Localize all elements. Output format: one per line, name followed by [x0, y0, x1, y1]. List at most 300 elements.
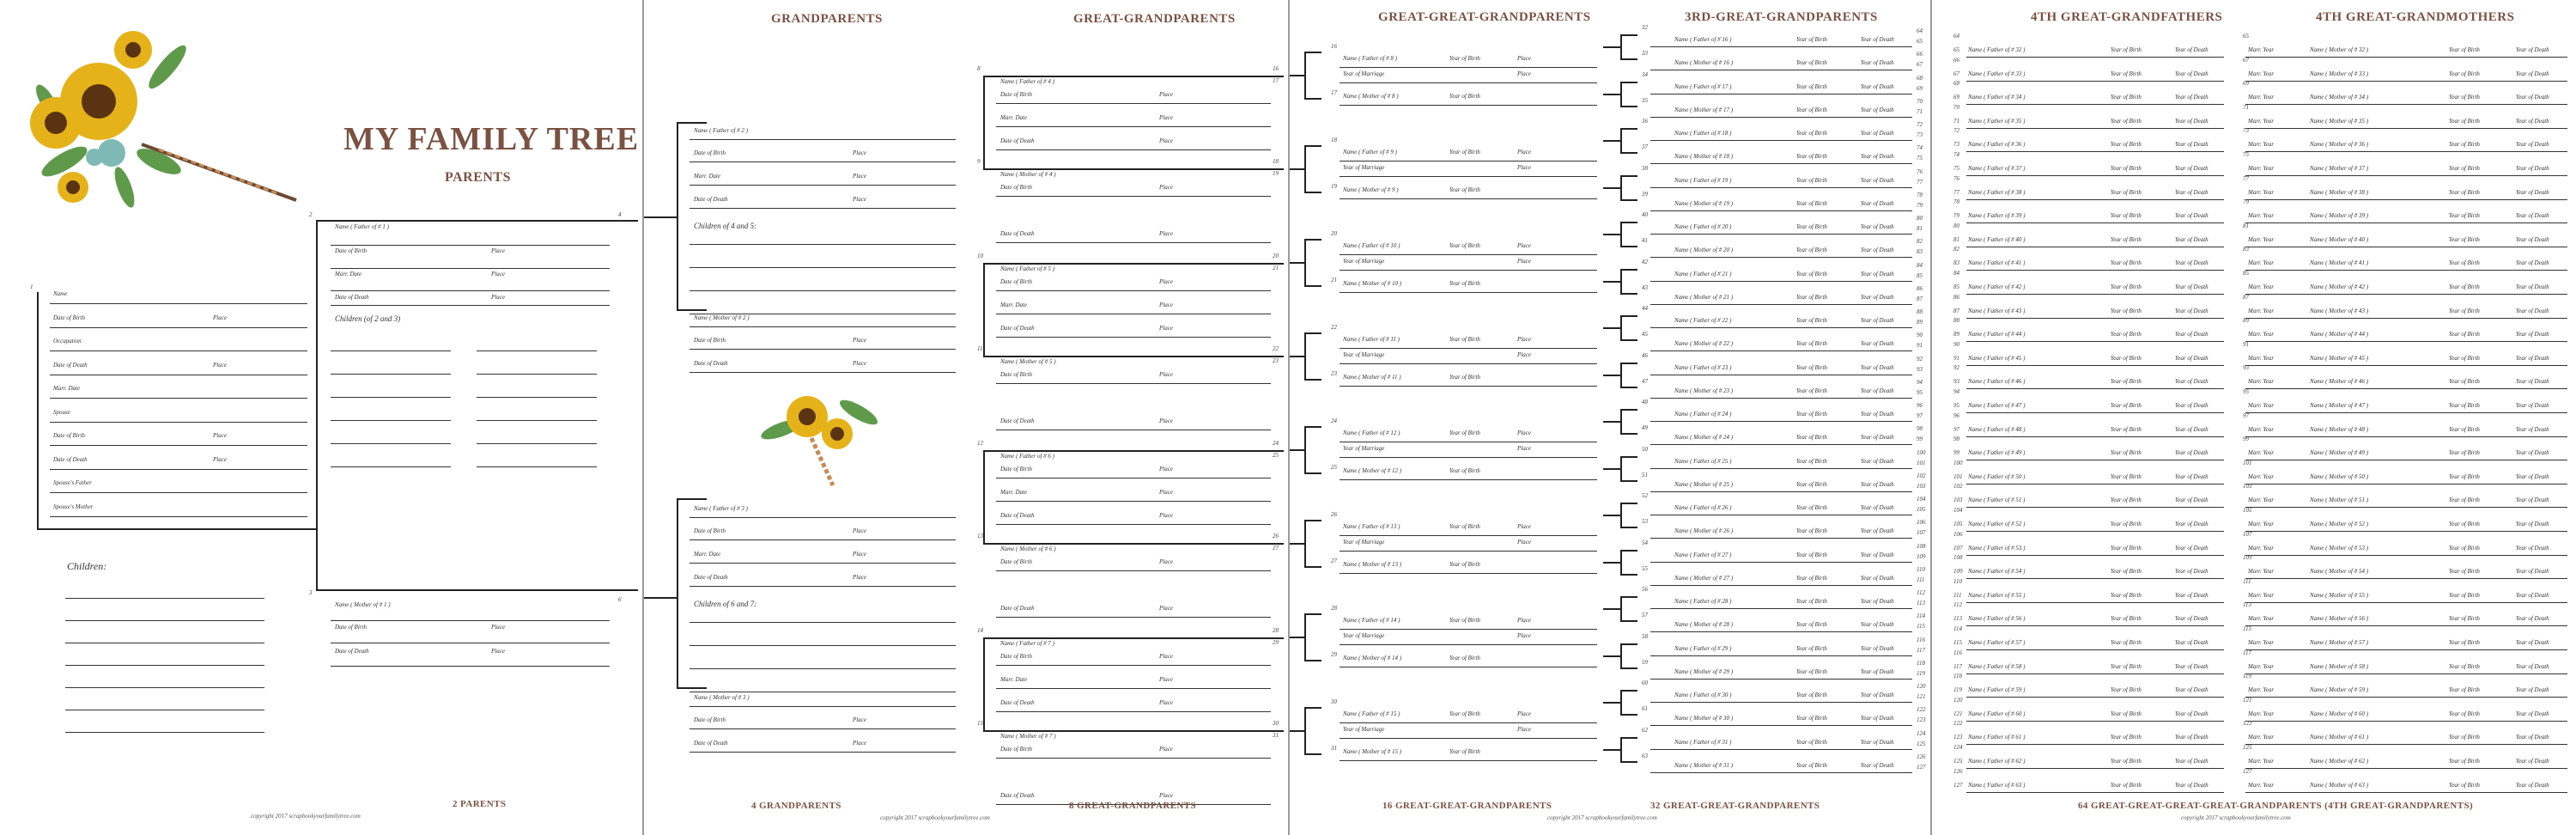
- field-line: [1340, 386, 1597, 387]
- great-field: Date of Death: [1000, 137, 1035, 144]
- 4th-mother-name: Name ( Mother of # 32 ): [2310, 46, 2369, 53]
- 4th-mother-name: Name ( Mother of # 61 ): [2310, 734, 2369, 741]
- great-place: Place: [1159, 512, 1173, 519]
- 4th-yob: Year of Birth: [2449, 568, 2480, 576]
- 4th-yob: Year of Birth: [2111, 662, 2142, 670]
- person-number: 78: [1917, 192, 1923, 198]
- 4th-father-name: Name ( Father of # 49 ): [1968, 449, 2026, 457]
- third-name: Name ( Father of # 26 ): [1674, 504, 1732, 511]
- person-number: 11: [977, 345, 983, 352]
- 4th-mother-name: Name ( Mother of # 55 ): [2310, 591, 2369, 599]
- third-name: Name ( Mother of # 23 ): [1674, 387, 1734, 394]
- field-line: [1650, 117, 1912, 118]
- connector: [1620, 82, 1622, 106]
- great-field: Marr. Date: [1000, 489, 1028, 496]
- 4th-yob: Year of Birth: [2111, 449, 2142, 457]
- field-line: [2245, 507, 2567, 508]
- 4th-marr-year: Marr. Year: [2248, 758, 2275, 765]
- 4th-yob: Year of Birth: [2111, 497, 2142, 504]
- person-number: 51: [1642, 472, 1648, 478]
- person-number: 102: [1953, 483, 1963, 491]
- gg-place: Place: [1517, 242, 1531, 249]
- 4th-mother-name: Name ( Mother of # 35 ): [2310, 117, 2369, 125]
- person-number: 89: [2243, 317, 2249, 325]
- 4th-marr-year: Marr. Year: [2248, 94, 2275, 101]
- field-line: [1650, 702, 1912, 703]
- person-number: 103: [2243, 483, 2252, 491]
- 4th-marr-year: Marr. Year: [2248, 46, 2275, 53]
- gg-yom: Year of Marriage: [1343, 70, 1385, 77]
- field-line: [1966, 555, 2224, 556]
- third-yob: Year of Birth: [1796, 692, 1827, 698]
- connector: [1620, 269, 1622, 293]
- person-number: 92: [1917, 356, 1923, 363]
- child-line: [690, 645, 956, 646]
- father-dod-label: Date of Death: [335, 294, 369, 301]
- person-number: 104: [1917, 496, 1926, 503]
- person-number: 109: [2243, 554, 2252, 562]
- third-yod: Year of Death: [1861, 36, 1894, 43]
- field-line: [1966, 104, 2224, 105]
- connector: [1304, 660, 1321, 661]
- field-line: [996, 617, 1271, 618]
- connector: [1620, 643, 1637, 645]
- 4th-father-name: Name ( Father of # 33 ): [1968, 70, 2026, 77]
- person-number: 89: [1953, 331, 1959, 338]
- person-number: 82: [1953, 246, 1959, 253]
- field-line: [1340, 254, 1597, 255]
- gg-yob: Year of Birth: [1449, 523, 1480, 530]
- person-number: 84: [1953, 270, 1959, 277]
- connector: [1620, 620, 1637, 622]
- person-number: 26: [1273, 533, 1279, 539]
- third-yob: Year of Birth: [1796, 177, 1827, 184]
- connector: [677, 498, 678, 687]
- 4th-marr-year: Marr. Year: [2248, 235, 2275, 243]
- 4th-yod: Year of Death: [2175, 472, 2208, 480]
- 4th-yob: Year of Birth: [2111, 402, 2142, 409]
- person-number: 20: [1273, 253, 1279, 259]
- person-field-line: [50, 469, 307, 470]
- person-number: 72: [1953, 127, 1959, 135]
- third-name: Name ( Father of # 17 ): [1674, 83, 1732, 90]
- third-yob: Year of Birth: [1796, 411, 1827, 418]
- field-line: [2245, 294, 2567, 295]
- 4th-father-name: Name ( Father of # 54 ): [1968, 568, 2026, 576]
- field-line: [690, 139, 956, 140]
- connector: [1603, 140, 1620, 142]
- field-line: [690, 706, 956, 707]
- connector: [1603, 46, 1620, 48]
- 4th-yob: Year of Birth: [2449, 307, 2480, 314]
- 4th-yob: Year of Birth: [2111, 615, 2142, 623]
- gg-yom: Year of Marriage: [1343, 351, 1385, 358]
- person-number: 114: [1917, 613, 1925, 619]
- 4th-father-name: Name ( Father of # 58 ): [1968, 662, 2026, 670]
- great-place: Place: [1159, 184, 1173, 191]
- field-line: [1650, 350, 1912, 351]
- connector: [1620, 199, 1637, 201]
- person-number: 108: [1953, 554, 1963, 562]
- field-line: [1966, 151, 2224, 152]
- person-number: 93: [1917, 366, 1923, 373]
- third-yob: Year of Birth: [1796, 200, 1827, 207]
- connector: [1290, 75, 1304, 76]
- 4th-yob: Year of Birth: [2449, 662, 2480, 670]
- 4th-yod: Year of Death: [2175, 378, 2208, 386]
- third-name: Name ( Mother of # 20 ): [1674, 247, 1734, 253]
- 4th-yod: Year of Death: [2516, 94, 2549, 101]
- connector: [1603, 94, 1620, 95]
- connector: [983, 356, 1284, 357]
- connector: [1620, 737, 1637, 739]
- field-line: [2245, 484, 2567, 485]
- field-line: [996, 711, 1271, 712]
- 4th-yod: Year of Death: [2175, 734, 2208, 741]
- 4th-yod: Year of Death: [2516, 615, 2549, 623]
- person-number: 94: [1953, 388, 1959, 395]
- gg-yob: Year of Birth: [1449, 280, 1480, 287]
- field-line: [1340, 198, 1597, 199]
- person-number: 109: [1917, 553, 1926, 560]
- 4th-yob: Year of Birth: [2111, 283, 2142, 290]
- connector: [1620, 690, 1637, 692]
- 4th-yod: Year of Death: [2175, 568, 2208, 576]
- 4th-yob: Year of Birth: [2111, 425, 2142, 433]
- third-yod: Year of Death: [1861, 527, 1894, 534]
- third-name: Name ( Mother of # 17 ): [1674, 107, 1734, 113]
- field-line: [1966, 578, 2224, 579]
- footer-4-grandparents: 4 GRANDPARENTS: [751, 801, 841, 811]
- field-line: [1340, 270, 1597, 271]
- person-number: 85: [1953, 283, 1959, 290]
- person-number: 81: [1917, 225, 1923, 232]
- grandparent-name: Name ( Father of # 3 ): [694, 505, 748, 512]
- field-line: [1650, 281, 1912, 282]
- connector: [1620, 152, 1637, 154]
- grandparent-name: Name ( Father of # 2 ): [694, 127, 748, 134]
- 4th-mother-name: Name ( Mother of # 53 ): [2310, 544, 2369, 552]
- gg-place: Place: [1517, 617, 1531, 624]
- field-line: [1650, 679, 1912, 680]
- copyright-p2: copyright 2017 scrapbookyourfamilytree.com: [880, 814, 990, 821]
- 4th-marr-year: Marr. Year: [2248, 686, 2275, 694]
- 4th-yod: Year of Death: [2175, 259, 2208, 267]
- person-number: 78: [1953, 198, 1959, 206]
- connector: [1620, 175, 1622, 199]
- 4th-yod: Year of Death: [2175, 615, 2208, 623]
- person-field-line: [50, 445, 307, 446]
- person-number: 28: [1273, 627, 1279, 634]
- connector: [1620, 175, 1637, 177]
- child-line: [690, 267, 956, 268]
- 4th-yod: Year of Death: [2175, 662, 2208, 670]
- person-number: 91: [2243, 340, 2249, 348]
- person-number: 68: [1917, 75, 1923, 82]
- third-great-header: 3RD-GREAT-GRANDPARENTS: [1685, 10, 1878, 24]
- person-number: 47: [1642, 378, 1648, 385]
- 4th-father-name: Name ( Father of # 44 ): [1968, 331, 2026, 338]
- field-line: [1650, 140, 1912, 141]
- connector: [1290, 449, 1304, 451]
- person-number: 58: [1642, 633, 1648, 640]
- person-number: 85: [2243, 270, 2249, 277]
- grandparent-field: Date of Birth: [694, 337, 726, 344]
- third-yod: Year of Death: [1861, 598, 1894, 605]
- great-field: Date of Birth: [1000, 746, 1032, 753]
- person-number: 69: [2243, 80, 2249, 88]
- person-number: 112: [1953, 601, 1962, 609]
- 4th-yod: Year of Death: [2516, 472, 2549, 480]
- third-yob: Year of Birth: [1796, 715, 1827, 722]
- connector: [1304, 426, 1321, 428]
- 4th-yod: Year of Death: [2175, 402, 2208, 409]
- person-number: 21: [1273, 265, 1279, 271]
- child-line: [477, 443, 597, 444]
- 4th-yod: Year of Death: [2516, 591, 2549, 599]
- person-number: 98: [1953, 436, 1959, 443]
- 4th-yod: Year of Death: [2175, 94, 2208, 101]
- connector: [983, 76, 985, 168]
- person-number: 111: [1917, 576, 1925, 583]
- person-number: 70: [1953, 103, 1959, 111]
- third-name: Name ( Father of # 24 ): [1674, 411, 1732, 418]
- field-line: [1340, 161, 1597, 162]
- footer-32-gg: 32 GREAT-GREAT-GRANDPARENTS: [1650, 801, 1820, 811]
- person-number: 31: [1331, 745, 1337, 752]
- third-yod: Year of Death: [1861, 762, 1894, 769]
- person-number: 83: [2243, 246, 2249, 253]
- connector: [1603, 468, 1620, 470]
- third-name: Name ( Mother of # 21 ): [1674, 294, 1734, 301]
- gg-place: Place: [1517, 336, 1531, 343]
- field-line: [690, 586, 956, 587]
- person-number: 76: [1917, 168, 1923, 175]
- person-number: 45: [1642, 331, 1648, 338]
- person-field-line: [50, 422, 307, 423]
- 4th-mother-name: Name ( Mother of # 59 ): [2310, 686, 2369, 694]
- person-number: 66: [1953, 56, 1959, 64]
- connector: [1620, 596, 1637, 598]
- field-line: [996, 383, 1271, 384]
- person-number: 122: [1953, 720, 1963, 728]
- 4th-yob: Year of Birth: [2449, 639, 2480, 646]
- person-number: 125: [1917, 741, 1926, 747]
- 4th-yod: Year of Death: [2175, 283, 2208, 290]
- child-line: [477, 350, 597, 351]
- connector: [1620, 269, 1637, 271]
- 4th-yob: Year of Birth: [2449, 758, 2480, 765]
- father-dob-place: Place: [491, 247, 505, 254]
- great-place: Place: [1159, 605, 1173, 612]
- 4th-yob: Year of Birth: [2449, 591, 2480, 599]
- field-line: [1966, 507, 2224, 508]
- grandparent-field: Date of Death: [694, 574, 728, 581]
- 4th-yob: Year of Birth: [2449, 46, 2480, 53]
- connector: [1620, 106, 1637, 107]
- 4th-marr-year: Marr. Year: [2248, 781, 2275, 789]
- gg-name: Name ( Mother of # 14 ): [1343, 655, 1402, 661]
- 4th-yod: Year of Death: [2175, 758, 2208, 765]
- third-name: Name ( Mother of # 16 ): [1674, 59, 1734, 66]
- person-number: 102: [1917, 472, 1926, 479]
- person-number: 123: [2243, 720, 2252, 728]
- connector: [1304, 285, 1321, 287]
- field-line: [2245, 128, 2567, 129]
- 4th-mother-name: Name ( Mother of # 51 ): [2310, 497, 2369, 504]
- 4th-father-name: Name ( Father of # 38 ): [1968, 188, 2026, 196]
- child-line: [65, 598, 264, 599]
- 4th-mother-name: Name ( Mother of # 58 ): [2310, 662, 2369, 670]
- child-line: [65, 620, 264, 621]
- 4th-yod: Year of Death: [2516, 354, 2549, 362]
- person-number: 49: [1642, 424, 1648, 431]
- connector: [983, 637, 985, 730]
- 4th-yob: Year of Birth: [2111, 568, 2142, 576]
- 4th-yob: Year of Birth: [2111, 165, 2142, 172]
- grandparent-place: Place: [853, 716, 866, 723]
- third-name: Name ( Mother of # 25 ): [1674, 481, 1734, 488]
- third-name: Name ( Mother of # 29 ): [1674, 668, 1734, 675]
- 4th-marr-year: Marr. Year: [2248, 188, 2275, 196]
- third-yod: Year of Death: [1861, 271, 1894, 277]
- person-number: 112: [1917, 589, 1925, 596]
- 4th-marr-year: Marr. Year: [2248, 259, 2275, 267]
- gg-name: Name ( Mother of # 11 ): [1343, 374, 1401, 381]
- person-number: 86: [1953, 293, 1959, 301]
- connector: [983, 450, 985, 543]
- third-yod: Year of Death: [1861, 59, 1894, 66]
- grandparent-field: Date of Birth: [694, 716, 726, 723]
- gg-yob: Year of Birth: [1449, 710, 1480, 717]
- field-line: [1650, 655, 1912, 656]
- connector: [1290, 168, 1304, 170]
- 4th-grandmothers-header: 4TH GREAT-GRANDMOTHERS: [2316, 10, 2515, 24]
- person-number: 93: [1953, 378, 1959, 386]
- gg-place: Place: [1517, 351, 1531, 358]
- great-field: Date of Death: [1000, 418, 1035, 424]
- field-line: [996, 758, 1271, 759]
- field-line: [2245, 175, 2567, 176]
- field-line: [1340, 67, 1597, 68]
- third-yod: Year of Death: [1861, 364, 1894, 371]
- field-line: [1966, 318, 2224, 319]
- page-great-great-grandparents: [1290, 0, 1932, 835]
- person-number: 125: [1953, 758, 1963, 765]
- person-field-place: Place: [213, 314, 227, 321]
- connector: [983, 637, 1284, 639]
- 4th-marr-year: Marr. Year: [2248, 354, 2275, 362]
- 4th-yod: Year of Death: [2516, 70, 2549, 77]
- great-field: Date of Death: [1000, 230, 1035, 237]
- person-number: 80: [1917, 215, 1923, 222]
- person-number: 68: [1953, 80, 1959, 88]
- great-place: Place: [1159, 302, 1173, 308]
- third-yob: Year of Birth: [1796, 739, 1827, 746]
- 4th-yob: Year of Birth: [2449, 70, 2480, 77]
- connector: [1304, 98, 1321, 100]
- field-line: [1650, 234, 1912, 235]
- connector: [1620, 643, 1622, 667]
- children-label: Children:: [67, 560, 107, 572]
- third-yob: Year of Birth: [1796, 621, 1827, 628]
- person-number: 69: [1917, 85, 1923, 92]
- gg-yob: Year of Birth: [1449, 93, 1480, 100]
- third-yod: Year of Death: [1861, 387, 1894, 394]
- 4th-father-name: Name ( Father of # 42 ): [1968, 283, 2026, 290]
- field-line: [2245, 81, 2567, 82]
- person-number: 17: [1273, 77, 1279, 84]
- connector: [983, 263, 985, 356]
- connector: [1290, 356, 1304, 357]
- 4th-mother-name: Name ( Mother of # 52 ): [2310, 521, 2369, 527]
- 4th-yob: Year of Birth: [2111, 544, 2142, 552]
- person-number: 24: [1331, 418, 1337, 424]
- 4th-yod: Year of Death: [2175, 331, 2208, 338]
- person-number: 105: [2243, 507, 2252, 514]
- field-line: [1340, 363, 1597, 364]
- person-number: 77: [1917, 179, 1923, 186]
- 4th-father-name: Name ( Father of # 63 ): [1968, 781, 2026, 789]
- third-yod: Year of Death: [1861, 247, 1894, 253]
- field-line: [690, 372, 956, 373]
- great-field: Date of Death: [1000, 792, 1035, 799]
- 4th-marr-year: Marr. Year: [2248, 165, 2275, 172]
- connector: [1620, 596, 1622, 620]
- great-place: Place: [1159, 676, 1173, 683]
- person-number: 72: [1917, 121, 1923, 128]
- field-line: [1966, 388, 2224, 389]
- person-number: 125: [2243, 744, 2252, 751]
- 4th-yob: Year of Birth: [2449, 354, 2480, 362]
- field-line: [1966, 697, 2224, 698]
- third-name: Name ( Mother of # 28 ): [1674, 621, 1734, 628]
- child-line: [65, 732, 264, 733]
- field-line: [2245, 578, 2567, 579]
- third-yob: Year of Birth: [1796, 387, 1827, 394]
- gg-name: Name ( Father of # 8 ): [1343, 55, 1397, 62]
- 4th-father-name: Name ( Father of # 55 ): [1968, 591, 2026, 599]
- person-number: 34: [1642, 71, 1648, 78]
- 4th-yob: Year of Birth: [2449, 141, 2480, 149]
- person-number: 25: [1273, 452, 1279, 459]
- 4th-mother-name: Name ( Mother of # 43 ): [2310, 307, 2369, 314]
- gg-name: Name ( Father of # 13 ): [1343, 523, 1400, 530]
- gg-name: Name ( Father of # 14 ): [1343, 617, 1400, 624]
- 4th-yob: Year of Birth: [2111, 472, 2142, 480]
- 4th-yob: Year of Birth: [2449, 402, 2480, 409]
- person-number: 119: [2243, 673, 2251, 680]
- person-field-line: [50, 492, 307, 493]
- person-number: 106: [1917, 519, 1926, 526]
- great-field: Marr. Date: [1000, 302, 1028, 308]
- field-line: [2245, 697, 2567, 698]
- person-number: 87: [2243, 293, 2249, 301]
- third-yod: Year of Death: [1861, 294, 1894, 301]
- person-number: 44: [1642, 305, 1648, 312]
- third-name: Name ( Mother of # 27 ): [1674, 575, 1734, 582]
- 4th-yob: Year of Birth: [2111, 307, 2142, 314]
- field-line: [1966, 625, 2224, 626]
- person-number: 16: [1273, 65, 1279, 72]
- gg-place: Place: [1517, 445, 1531, 452]
- person-number: 126: [1953, 767, 1963, 775]
- 4th-yob: Year of Birth: [2111, 521, 2142, 527]
- person-number: 80: [1953, 222, 1959, 229]
- person-number: 115: [1953, 639, 1962, 646]
- person-number: 127: [1953, 781, 1963, 789]
- 4th-yob: Year of Birth: [2111, 781, 2142, 789]
